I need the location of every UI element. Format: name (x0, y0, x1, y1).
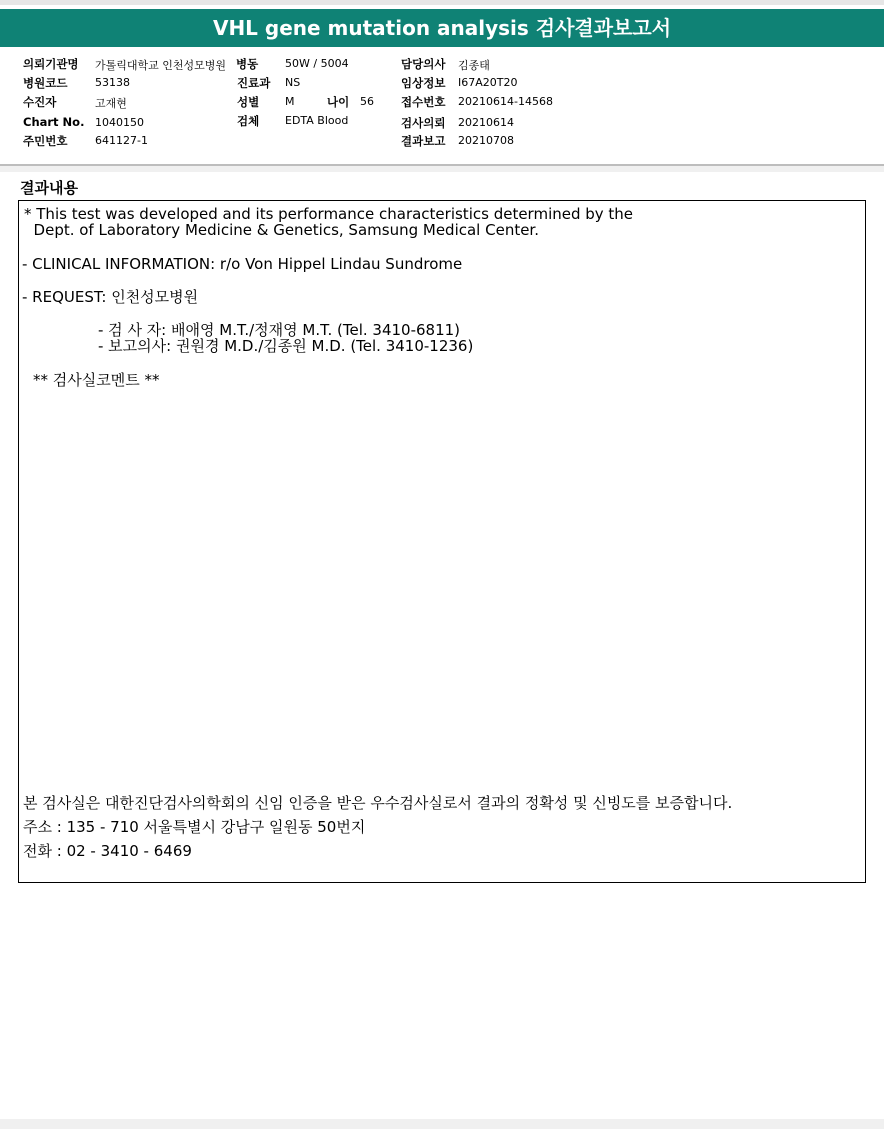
result-section-title: 결과내용 (20, 179, 78, 197)
bottom-band (0, 1119, 884, 1129)
label-resident-no: 주민번호 (23, 134, 68, 148)
value-hospital-code: 53138 (95, 76, 130, 89)
result-line-lab-comment: ** 검사실코멘트 ** (33, 371, 160, 389)
value-physician: 김종태 (458, 59, 490, 72)
label-specimen: 검체 (237, 114, 260, 128)
footer-certification: 본 검사실은 대한진단검사의학회의 신임 인증을 받은 우수검사실로서 결과의 정확성 및 신빙도를 보증합니다. (23, 794, 733, 812)
top-rule (0, 0, 884, 5)
label-institution: 의뢰기관명 (23, 57, 79, 71)
result-line-disclaimer: * This test was developed and its performance characteristics determined by the (24, 205, 634, 223)
label-department: 진료과 (237, 76, 271, 90)
value-ward: 50W / 5004 (285, 57, 349, 70)
label-patient-name: 수진자 (23, 95, 57, 109)
value-report-date: 20210708 (458, 134, 514, 147)
label-clinical-info: 임상정보 (401, 76, 446, 90)
value-patient-name: 고재현 (95, 97, 127, 110)
patient-info (0, 54, 884, 154)
label-sex: 성별 (237, 95, 260, 109)
value-institution: 가톨릭대학교 인천성모병원 (95, 59, 227, 72)
value-accession-no: 20210614-14568 (458, 95, 553, 108)
label-hospital-code: 병원코드 (23, 76, 68, 90)
label-ward: 병동 (236, 57, 259, 71)
report-title: VHL gene mutation analysis 검사결과보고서 (0, 9, 884, 47)
value-chart-no: 1040150 (95, 116, 144, 129)
value-age: 56 (360, 95, 374, 108)
label-request-date: 검사의뢰 (401, 116, 446, 130)
label-physician: 담당의사 (401, 57, 446, 71)
value-sex: M (285, 95, 295, 108)
value-request-date: 20210614 (458, 116, 514, 129)
label-chart-no: Chart No. (23, 115, 85, 129)
section-band (0, 166, 884, 172)
footer-phone: 전화 : 02 - 3410 - 6469 (23, 842, 192, 860)
result-line-reporter: - 보고의사: 권원경 M.D./김종원 M.D. (Tel. 3410-1236) (98, 337, 474, 355)
label-accession-no: 접수번호 (401, 95, 446, 109)
result-line-dept: Dept. of Laboratory Medicine & Genetics, Samsung Medical Center. (24, 221, 539, 239)
value-clinical-info: I67A20T20 (458, 76, 518, 89)
result-content-box (18, 200, 866, 883)
label-age: 나이 (327, 95, 350, 109)
value-resident-no: 641127-1 (95, 134, 148, 147)
result-line-request: - REQUEST: 인천성모병원 (22, 288, 199, 306)
value-specimen: EDTA Blood (285, 114, 349, 127)
value-department: NS (285, 76, 301, 89)
result-line-clinical-info: - CLINICAL INFORMATION: r/o Von Hippel Lindau Sundrome (22, 255, 463, 273)
result-line-technician: - 검 사 자: 배애영 M.T./정재영 M.T. (Tel. 3410-6811) (98, 321, 461, 339)
label-report-date: 결과보고 (401, 134, 446, 148)
footer-address: 주소 : 135 - 710 서울특별시 강남구 일원동 50번지 (23, 818, 366, 836)
